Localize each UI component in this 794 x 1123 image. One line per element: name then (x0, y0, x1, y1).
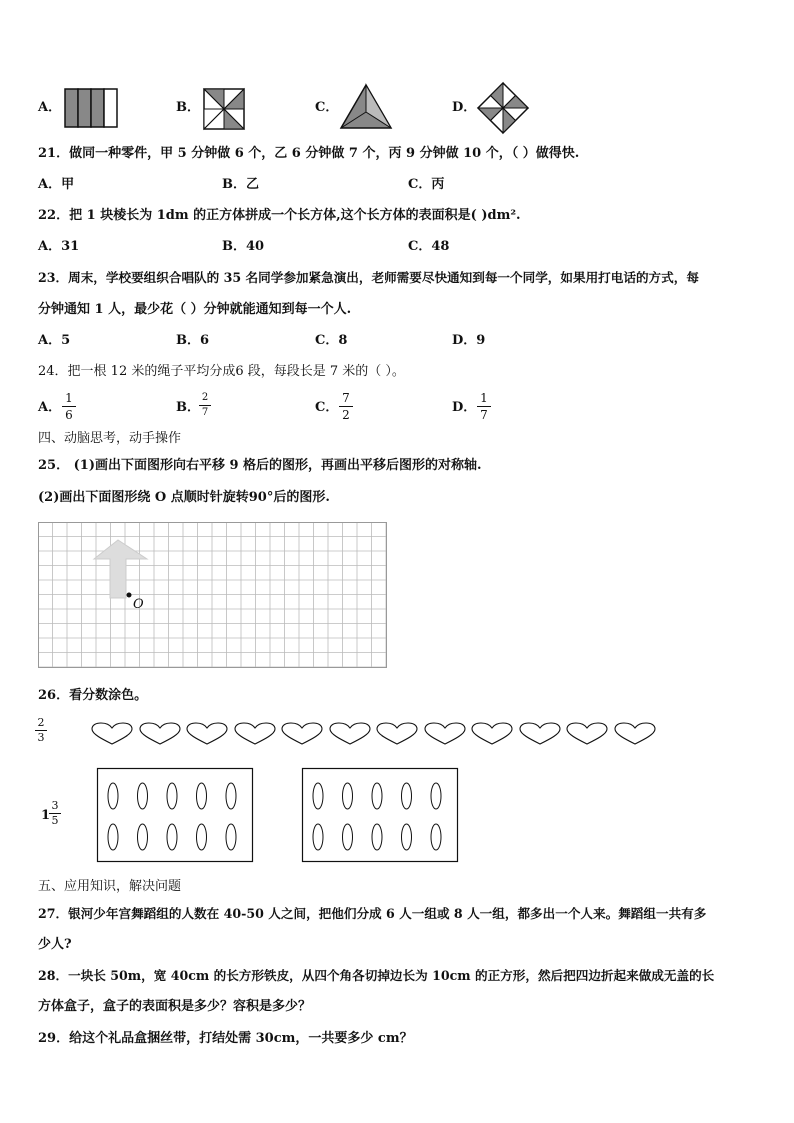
q26-heart-shape (613, 722, 657, 746)
q20-option-c-label: C． (315, 100, 339, 115)
q26-heart-shape (423, 722, 467, 746)
q20-figure-d (477, 82, 529, 134)
q24-a-numerator: 1 (65, 391, 73, 405)
q22-text: 22．把 1 块棱长为 1dm 的正方体拼成一个长方体,这个长方体的表面积是( )dm². (38, 208, 521, 223)
q22-option-b: B．40 (222, 239, 265, 254)
q20-option-d-label: D． (452, 100, 477, 115)
q21-option-b: B．乙 (222, 177, 259, 192)
q24-option-a-label: A． (38, 400, 62, 415)
q26-title: 26．看分数涂色。 (38, 688, 148, 703)
q26-oval (226, 824, 236, 850)
section4-heading: 四、动脑思考，动手操作 (38, 431, 182, 446)
q26-oval (226, 783, 236, 809)
q26-oval (343, 783, 353, 809)
q24-text: 24．把一根 12 米的绳子平均分成6 段，每段长是 7 米的（ ）。 (38, 364, 405, 379)
q24-option-c-fraction (339, 391, 353, 422)
q23-option-c: C．8 (315, 333, 348, 348)
q23-option-d: D．9 (452, 333, 486, 348)
q24-c-denominator: 2 (342, 408, 350, 422)
q23-line1: 23．周末，学校要组织合唱队的 35 名同学参加紧急演出，老师需要尽快通知到每一个同学，如果用打电话的方式，每 (38, 270, 699, 285)
q25-grid (38, 522, 388, 669)
q26-oval (108, 783, 118, 809)
q26-mixed-denominator: 5 (51, 814, 59, 827)
q26-oval (138, 783, 148, 809)
q20-figure-a (64, 88, 120, 128)
q26-mixed-numerator: 3 (51, 799, 59, 812)
q26-heart-shape (470, 722, 514, 746)
section5-heading: 五、应用知识，解决问题 (38, 879, 182, 894)
q24-d-numerator: 1 (480, 391, 488, 405)
q21-option-a: A．甲 (38, 177, 75, 192)
q26-oval (372, 783, 382, 809)
q25-point-label: O (133, 597, 144, 612)
q26-oval (431, 783, 441, 809)
q26-oval (372, 824, 382, 850)
q26-mixed-fraction (49, 800, 61, 827)
q26-frac1-denominator: 3 (37, 731, 45, 744)
q20-figure-c (340, 84, 392, 130)
q22-option-c: C．48 (408, 239, 450, 254)
q21-text: 21．做同一种零件，甲 5 分钟做 6 个，乙 6 分钟做 7 个，丙 9 分钟做 10 个，（ ）做得快. (38, 146, 580, 161)
q26-heart-shape (518, 722, 562, 746)
q26-oval (313, 783, 323, 809)
q20-figure-b (203, 88, 245, 130)
q26-oval-box-1 (97, 768, 254, 863)
q26-oval (343, 824, 353, 850)
q25-point-o (127, 593, 132, 598)
q23-option-a: A．5 (38, 333, 71, 348)
q24-b-numerator: 2 (201, 392, 209, 403)
q26-heart-shape (90, 722, 134, 746)
q24-b-denominator: 7 (201, 407, 209, 418)
q27-line2: 少人? (38, 937, 72, 952)
q24-c-numerator: 7 (342, 391, 350, 405)
q25-line2: (2)画出下面图形绕 O 点顺时针旋转90°后的图形. (38, 490, 330, 505)
q26-heart-shape (375, 722, 419, 746)
q26-heart-shape (328, 722, 372, 746)
q26-oval (402, 783, 412, 809)
q25-line1: 25． (1)画出下面图形向右平移 9 格后的图形，再画出平移后图形的对称轴. (38, 458, 482, 473)
q25-arrow-shape (94, 540, 147, 598)
q24-option-c-label: C． (315, 400, 339, 415)
q24-option-a-fraction (62, 391, 76, 422)
q26-oval (313, 824, 323, 850)
q24-option-b-fraction (199, 392, 211, 419)
q21-option-c: C．丙 (408, 177, 445, 192)
q26-oval (108, 824, 118, 850)
q26-oval (167, 783, 177, 809)
q28-line1: 28．一块长 50m，宽 40cm 的长方形铁皮，从四个角各切掉边长为 10cm 的正方形，然后把四边折起来做成无盖的长 (38, 968, 715, 983)
q24-option-b-label: B． (176, 400, 200, 415)
q26-frac1-numerator: 2 (37, 716, 45, 729)
q26-mixed-whole: 1 (41, 808, 51, 823)
q27-line1: 27．银河少年宫舞蹈组的人数在 40-50 人之间，把他们分成 6 人一组或 8 人一组，都多出一个人来。舞蹈组一共有多 (38, 906, 707, 921)
q26-oval (402, 824, 412, 850)
q26-heart-shape (138, 722, 182, 746)
q20-option-b-label: B． (176, 100, 200, 115)
q20-option-a-label: A． (38, 100, 62, 115)
q26-oval (138, 824, 148, 850)
q29-text: 29．给这个礼品盒捆丝带，打结处需 30cm，一共要多少 cm？ (38, 1031, 413, 1046)
q24-option-d-fraction (477, 391, 491, 422)
q28-line2: 方体盒子，盒子的表面积是多少？容积是多少？ (38, 999, 312, 1014)
q26-oval-box-2 (302, 768, 459, 863)
q26-oval (167, 824, 177, 850)
q26-heart-shape (185, 722, 229, 746)
q26-oval (197, 783, 207, 809)
q26-oval (431, 824, 441, 850)
q26-oval (197, 824, 207, 850)
q26-fraction-1 (35, 717, 47, 744)
q26-heart-shape (565, 722, 609, 746)
q26-heart-shape (233, 722, 277, 746)
q23-line2: 分钟通知 1 人，最少花（ ）分钟就能通知到每一个人. (38, 302, 352, 317)
q24-d-denominator: 7 (480, 408, 488, 422)
q26-heart-shape (280, 722, 324, 746)
q22-option-a: A．31 (38, 239, 80, 254)
q24-a-denominator: 6 (65, 408, 73, 422)
q24-option-d-label: D． (452, 400, 477, 415)
q23-option-b: B．6 (176, 333, 210, 348)
